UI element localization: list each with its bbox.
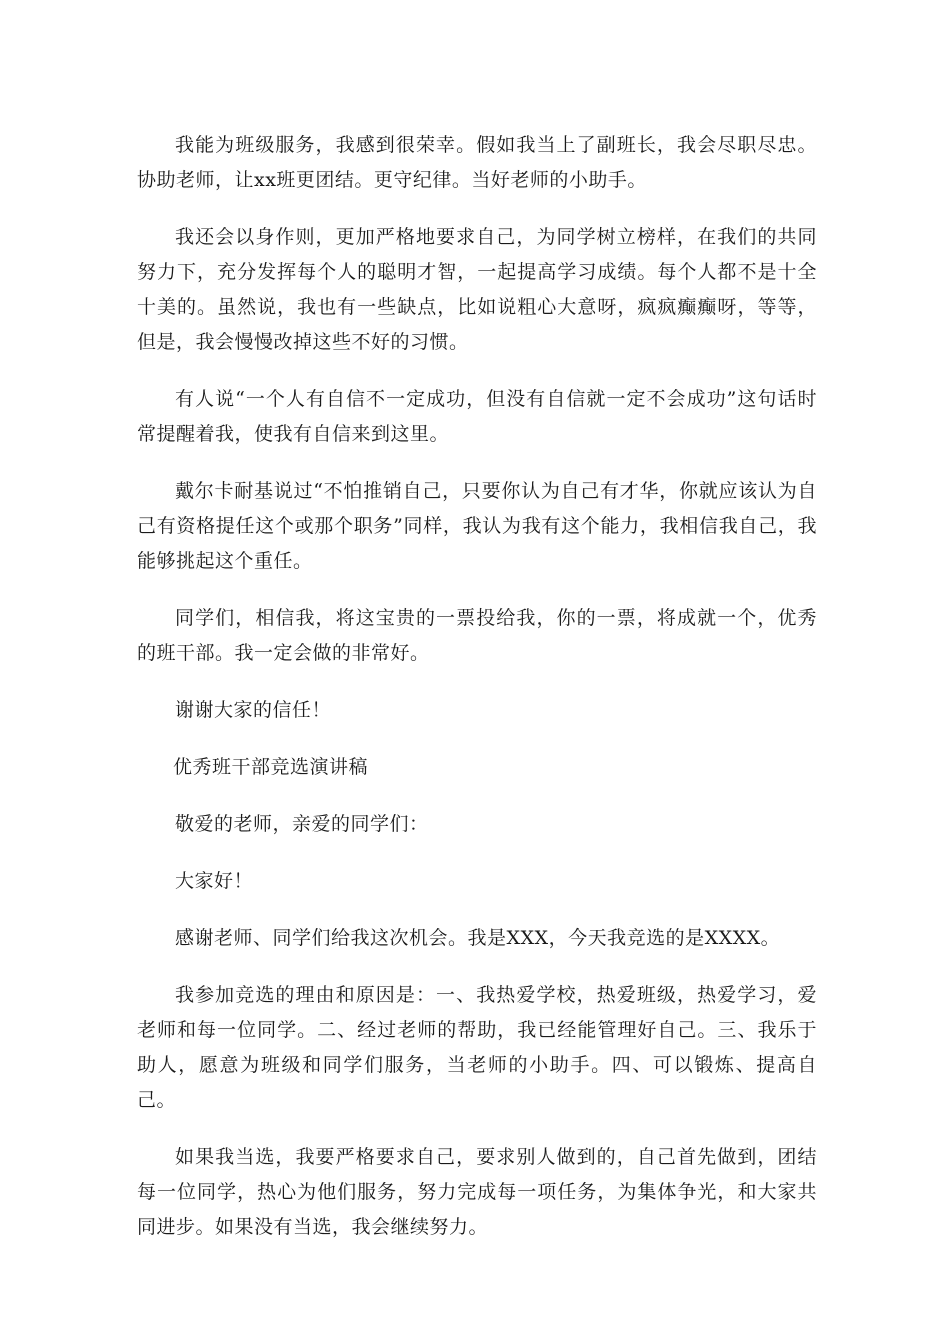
paragraph: 谢谢大家的信任！ <box>175 699 332 721</box>
paragraph: 同学们，相信我，将这宝贵的一票投给我，你的一票，将成就一个，优秀的班干部。我一定会做的非常好。 <box>137 607 817 664</box>
paragraph: 感谢老师、同学们给我这次机会。我是XXX，今天我竞选的是XXXX。 <box>175 927 781 949</box>
paragraph: 我能为班级服务，我感到很荣幸。假如我当上了副班长，我会尽职尽忠。协助老师，让xx班更团结。更守纪律。当好老师的小助手。 <box>137 134 817 191</box>
paragraph: 戴尔卡耐基说过“不怕推销自己，只要你认为自己有才华，你就应该认为自己有资格提任这个或那个职务”同样，我认为我有这个能力，我相信我自己，我能够挑起这个重任。 <box>137 480 817 572</box>
paragraph: 我还会以身作则，更加严格地要求自己，为同学树立榜样，在我们的共同努力下，充分发挥每个人的聪明才智，一起提高学习成绩。每个人都不是十全十美的。虽然说，我也有一些缺点，比如说粗心大意呀，疯疯癫癫呀，等等，但是，我会慢慢改掉这些不好的习惯。 <box>137 226 817 353</box>
document-page <box>137 128 817 1267</box>
paragraph: 如果我当选，我要严格要求自己，要求别人做到的，自己首先做到，团结每一位同学，热心为他们服务，努力完成每一项任务，为集体争光，和大家共同进步。如果没有当选，我会继续努力。 <box>137 1146 817 1238</box>
section-title: 优秀班干部竞选演讲稿 <box>173 756 369 778</box>
paragraph: 有人说“一个人有自信不一定成功，但没有自信就一定不会成功”这句话时常提醒着我，使我有自信来到这里。 <box>137 388 817 445</box>
paragraph: 大家好！ <box>175 870 254 892</box>
paragraph: 我参加竞选的理由和原因是：一、我热爱学校，热爱班级，热爱学习，爱老师和每一位同学。二、经过老师的帮助，我已经能管理好自己。三、我乐于助人，愿意为班级和同学们服务，当老师的小助手。四、可以锻炼、提高自己。 <box>137 984 817 1111</box>
paragraph: 敬爱的老师，亲爱的同学们： <box>175 813 429 835</box>
